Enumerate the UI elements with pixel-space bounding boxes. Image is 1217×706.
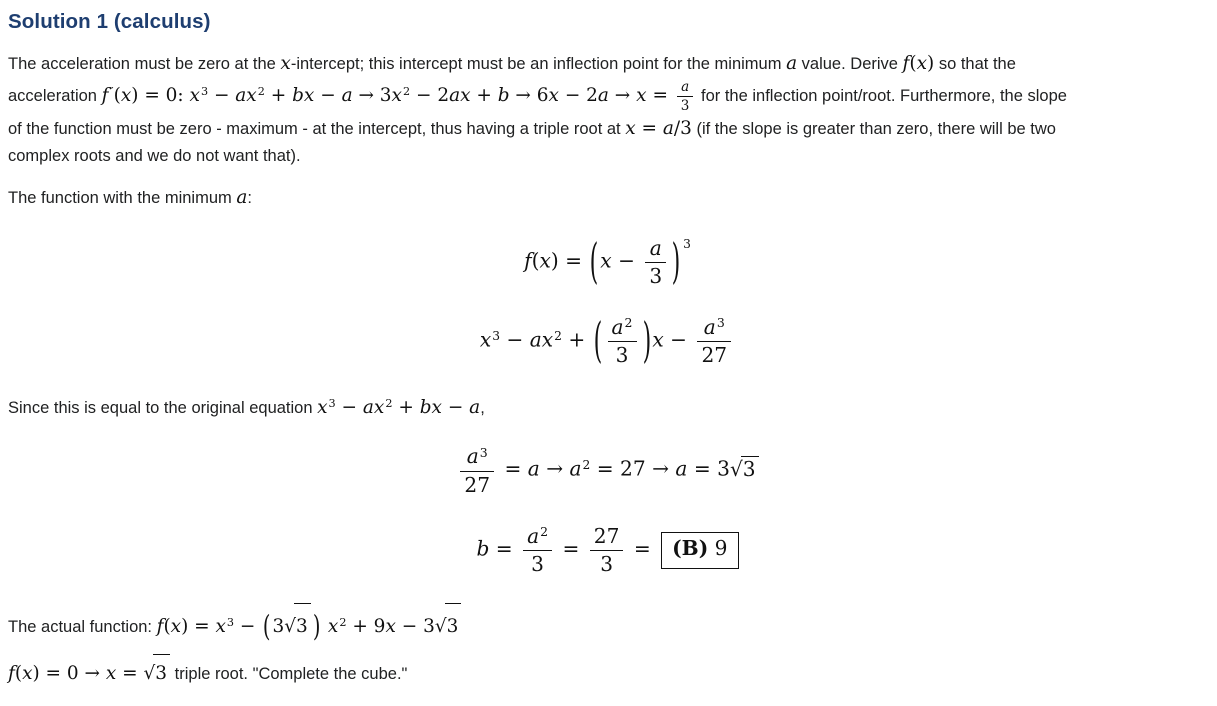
math-v: x [391,85,402,107]
math-v: x [600,247,612,272]
math-r: 27 [701,343,728,368]
math-r: + [561,327,592,352]
math-r: 3 [446,616,459,638]
math-r: − 2 [558,85,598,107]
math-r: = [556,536,586,561]
text-run: complex roots and we do not want that). [8,146,301,165]
math-r: 3 [531,552,544,576]
math-v: a [649,235,662,260]
math-r: 3 [742,456,756,481]
math-r: ) = [181,616,216,638]
math-v: a [527,456,540,481]
math-r: ( [531,247,540,272]
math-v: a [469,397,481,419]
math-sup: 2 [402,85,411,98]
math-v: a [675,456,688,481]
math-v: x [548,85,559,107]
text-line-1 [8,50,1207,78]
equation-fx-cubed-form [8,232,1207,290]
text-run: , [480,399,485,418]
math-r: ) = [550,247,589,272]
math-paren: ( [590,232,599,290]
paragraph-compare-original [8,390,1207,422]
math-v: x [22,662,33,684]
math-r: 3 [615,343,629,368]
math-v: bx [419,397,442,419]
math-sqrt [730,456,759,483]
math-r: 27 [593,523,620,548]
math-paren: ( [263,610,271,644]
solution-heading: Solution 1 (calculus) [8,10,211,33]
paragraph-triple-root [8,654,1207,692]
math-v: b [497,85,510,107]
math-sup: 3 [226,616,235,630]
math-r: + [470,85,498,107]
math-r: → 6 [509,85,549,107]
math-v: x [170,616,182,638]
math-r: ) = 0: [131,85,190,107]
math-v: a [786,53,798,74]
math-v: ax [362,397,385,419]
math-r: = [489,536,520,561]
radical-icon: √ [729,456,743,481]
math-v: x [385,616,396,638]
text-run: -intercept; this intercept must be an inflection point for the minimum [290,55,787,73]
paragraph-function-min-a [8,184,1207,212]
math-v: f [101,85,109,107]
math-v: b [476,536,490,561]
math-r: = [116,662,144,684]
text-line [8,654,1207,692]
radical-icon: √ [143,662,156,684]
text-run: : [247,188,252,207]
math-r: ) = 0 → [32,662,106,684]
math-r: 27 [464,472,491,497]
math-sup: 3 [492,328,501,343]
math-r: = 27 → [590,456,676,481]
math-sup: 2 [257,85,265,98]
math-v: a [569,456,582,481]
math-v: a [597,85,609,107]
math-v: bx [292,85,315,107]
math-sup: 3 [683,237,691,251]
text-line-2 [8,78,1207,115]
math-v: x [280,53,291,74]
math-paren: ) [312,610,321,644]
math-frac [677,79,694,114]
paragraph-intro [8,50,1207,170]
text-run: The function with the minimum [8,188,237,207]
math-v: x [215,616,226,638]
math-sqrt [284,603,311,649]
text-line [8,184,1207,212]
text-run: triple root. "Complete the cube." [170,664,408,683]
math-v: x [120,85,132,107]
math-b: (B) [672,536,709,561]
math-r: ) [927,53,935,74]
math-sup: 2 [339,616,347,630]
equation-solve-for-b [8,524,1207,577]
math-r: = [627,536,658,561]
text-line-3 [8,115,1207,143]
math-r: = [646,85,674,107]
math-r: 9 [708,536,728,561]
math-r: − [208,85,236,107]
math-r: 3 [680,98,690,115]
text-line [8,601,1207,650]
math-box [661,532,738,568]
math-frac [608,315,637,368]
math-r: − [314,85,342,107]
text-line [8,390,1207,422]
math-sup: 3 [716,315,725,331]
math-v: x [327,616,339,638]
math-frac [460,444,494,497]
math-r: + [392,397,420,419]
math-v: x [317,397,328,419]
text-run: The acceleration must be zero at the [8,55,281,73]
math-v: a [681,79,690,96]
math-v: a [466,444,479,469]
math-r: ( [14,662,23,684]
math-v: x [105,662,117,684]
math-paren: ) [642,311,651,369]
math-v: ax [449,85,471,107]
math-v: f [902,53,910,74]
math-r: → [608,85,637,107]
math-v: x [916,53,928,74]
math-r: − 2 [410,85,450,107]
math-v: f [8,662,15,684]
math-r: + 9 [346,616,386,638]
math-v: f [524,247,532,272]
text-run: (if the slope is greater than zero, there will be two [691,119,1056,138]
math-v: x [479,327,492,352]
math-paren: ( [593,311,602,369]
equation-expanded-cube [8,311,1207,369]
math-sqrt [144,654,171,692]
math-r: + [264,85,293,107]
math-r: ( [909,53,917,74]
math-v: a [662,117,674,139]
text-run: so that the [934,55,1016,73]
text-run: value. Derive [797,55,903,73]
text-run: for the inflection point/root. Furthermore, the slope [696,87,1067,106]
math-frac [523,524,552,577]
math-v: a [527,523,540,548]
math-v: a [341,85,353,107]
math-r: − [234,616,262,638]
math-r: ( [163,616,171,638]
text-run: acceleration [8,87,102,106]
math-r: = 3 [687,456,730,481]
math-r: 3 [600,552,614,576]
math-v: x [539,247,551,272]
radical-icon: √ [284,616,297,638]
math-sup: 2 [385,397,393,411]
text-line-4 [8,143,1207,170]
math-v: a [611,314,624,339]
math-sup: 3 [479,444,488,460]
math-frac [590,524,624,577]
math-sup: 3 [328,397,336,411]
text-run: The actual function: [8,618,157,637]
math-v: ax [529,327,554,352]
math-sup: 2 [624,315,633,331]
math-r: = [498,456,528,481]
math-sup: 2 [582,458,591,473]
equation-solve-for-a [8,444,1207,497]
math-r: → 3 [352,85,392,107]
paragraph-actual-function [8,601,1207,650]
math-r: − [663,327,694,352]
math-frac [645,236,666,289]
math-v: a [236,186,248,208]
math-v: x [625,117,636,139]
math-sup: 2 [554,328,562,343]
math-r: 3 [155,662,168,684]
math-v: x [189,85,200,107]
math-sup: 2 [540,523,549,539]
math-r: ( [113,85,121,107]
math-sup: ″ [109,85,114,98]
math-v: x [636,85,647,107]
math-r: 3 [649,263,663,288]
math-sup: 3 [200,85,209,98]
math-r: − [611,247,642,272]
math-r: − [500,327,530,352]
math-v: ax [235,85,257,107]
math-sqrt [435,603,462,649]
math-v: x [652,327,664,352]
math-paren: ) [671,232,681,290]
math-r: → [539,456,570,481]
math-v: a [703,314,716,339]
math-r: /3 [673,117,692,139]
radical-icon: √ [434,616,447,638]
math-r: − [335,397,363,419]
math-r: 3 [296,616,308,638]
text-run: of the function must be zero - maximum - at the intercept, thus having a triple root at [8,119,626,138]
math-r: − 3 [395,616,435,638]
math-r: − [441,397,470,419]
math-r: 3 [272,616,285,638]
text-run: Since this is equal to the original equation [8,399,318,418]
math-v: f [156,616,164,638]
math-r: = [635,117,663,139]
math-frac [697,315,731,368]
